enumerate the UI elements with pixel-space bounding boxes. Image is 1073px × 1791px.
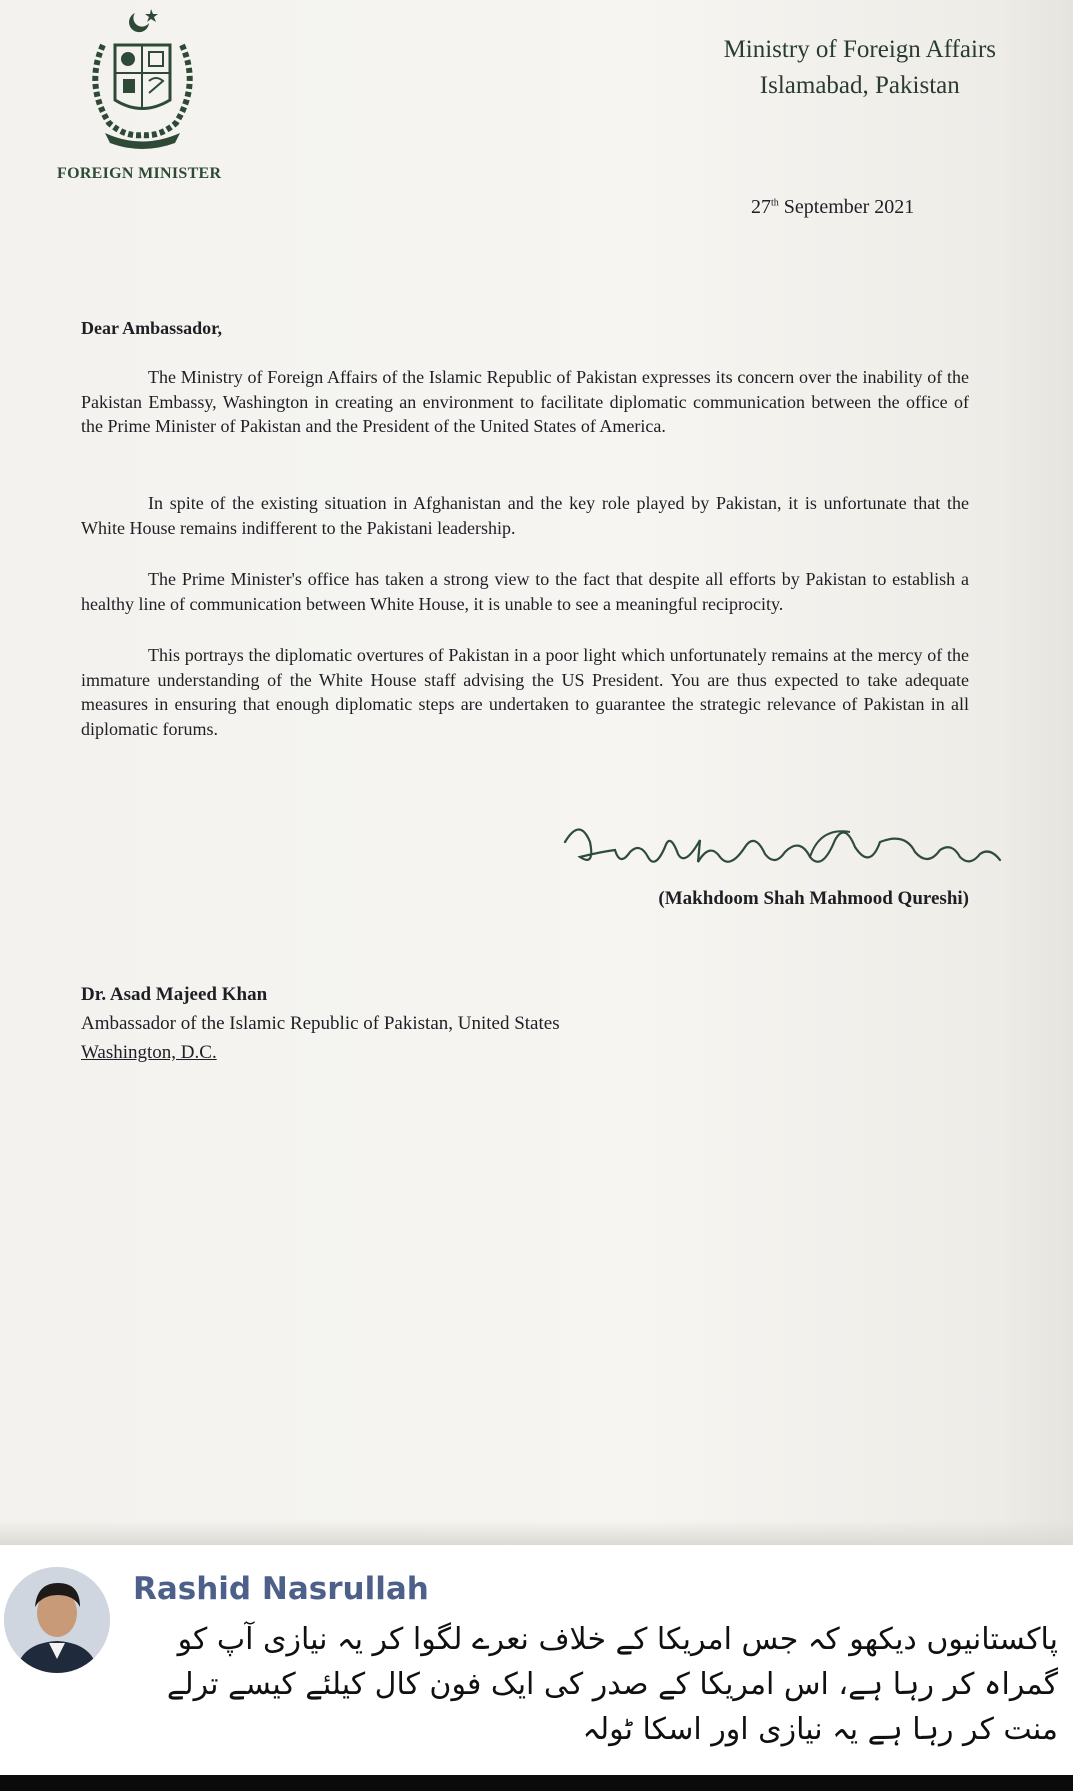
addressee-title: Ambassador of the Islamic Republic of Pakistan, United States: [81, 1013, 560, 1034]
bottom-bar: [0, 1775, 1073, 1791]
social-post: [0, 1545, 1073, 1775]
profile-photo-icon: [4, 1567, 110, 1673]
paragraph-1: [81, 365, 969, 439]
letter-date: [751, 196, 914, 219]
paragraph-2: [81, 491, 969, 540]
paragraph-2-text: In spite of the existing situation in Afghanistan and the key role played by Pakistan, it is unfortunate that the White House remains indifferent to the Pakistani leadership.: [81, 493, 969, 538]
paragraph-4-text: This portrays the diplomatic overtures of Pakistan in a poor light which unfortunately remains at the mercy of the immature understanding of the White House staff advising the US President. You are thus expected to take adequate measures in ensuring that enough diplomatic steps are undertaken to guarantee the strategic relevance of Pakistan in all diplomatic forums.: [81, 645, 969, 739]
paragraph-4: [81, 643, 969, 741]
date-rest: September 2021: [778, 196, 915, 218]
ministry-name: Ministry of Foreign Affairs: [723, 36, 996, 63]
avatar[interactable]: [4, 1567, 110, 1673]
paper-edge: [0, 1520, 1073, 1545]
letterhead-address: [724, 32, 996, 104]
addressee-city: Washington, D.C.: [81, 1042, 217, 1063]
paragraph-3: [81, 567, 969, 616]
addressee-name: Dr. Asad Majeed Khan: [81, 984, 268, 1005]
post-author-name[interactable]: Rashid Nasrullah: [133, 1571, 429, 1607]
state-emblem-icon: [75, 5, 210, 155]
date-suffix: th: [771, 197, 779, 209]
handwritten-signature: [560, 812, 1010, 890]
paragraph-3-text: The Prime Minister's office has taken a strong view to the fact that despite all efforts by Pakistan to establish a healthy line of communication between White House, it is unable to see a meaningful reciprocity.: [81, 569, 969, 614]
post-text: پاکستانیوں دیکھو کہ جس امریکا کے خلاف نعرے لگوا کر یہ نیازی آپ کو گمراہ کر رہا ہے، اس امریکا کے صدر کی ایک فون کال کیلئے کیسے ترلے منت کر رہا ہے یہ نیازی اور اسکا ٹولہ: [166, 1622, 1058, 1747]
addressee-block: [81, 980, 560, 1067]
signer-name: (Makhdoom Shah Mahmood Qureshi): [658, 888, 969, 909]
ministry-city: Islamabad, Pakistan: [759, 72, 960, 99]
paragraph-1-text: The Ministry of Foreign Affairs of the Islamic Republic of Pakistan expresses its concern over the inability of the Pakistan Embassy, Washington in creating an environment to facilitate diplomatic communication between the office of the Prime Minister of Pakistan and the President of the United States of America.: [81, 367, 969, 436]
emblem-caption: FOREIGN MINISTER: [57, 165, 222, 182]
date-day: 27: [751, 196, 771, 218]
salutation: Dear Ambassador,: [81, 318, 223, 338]
